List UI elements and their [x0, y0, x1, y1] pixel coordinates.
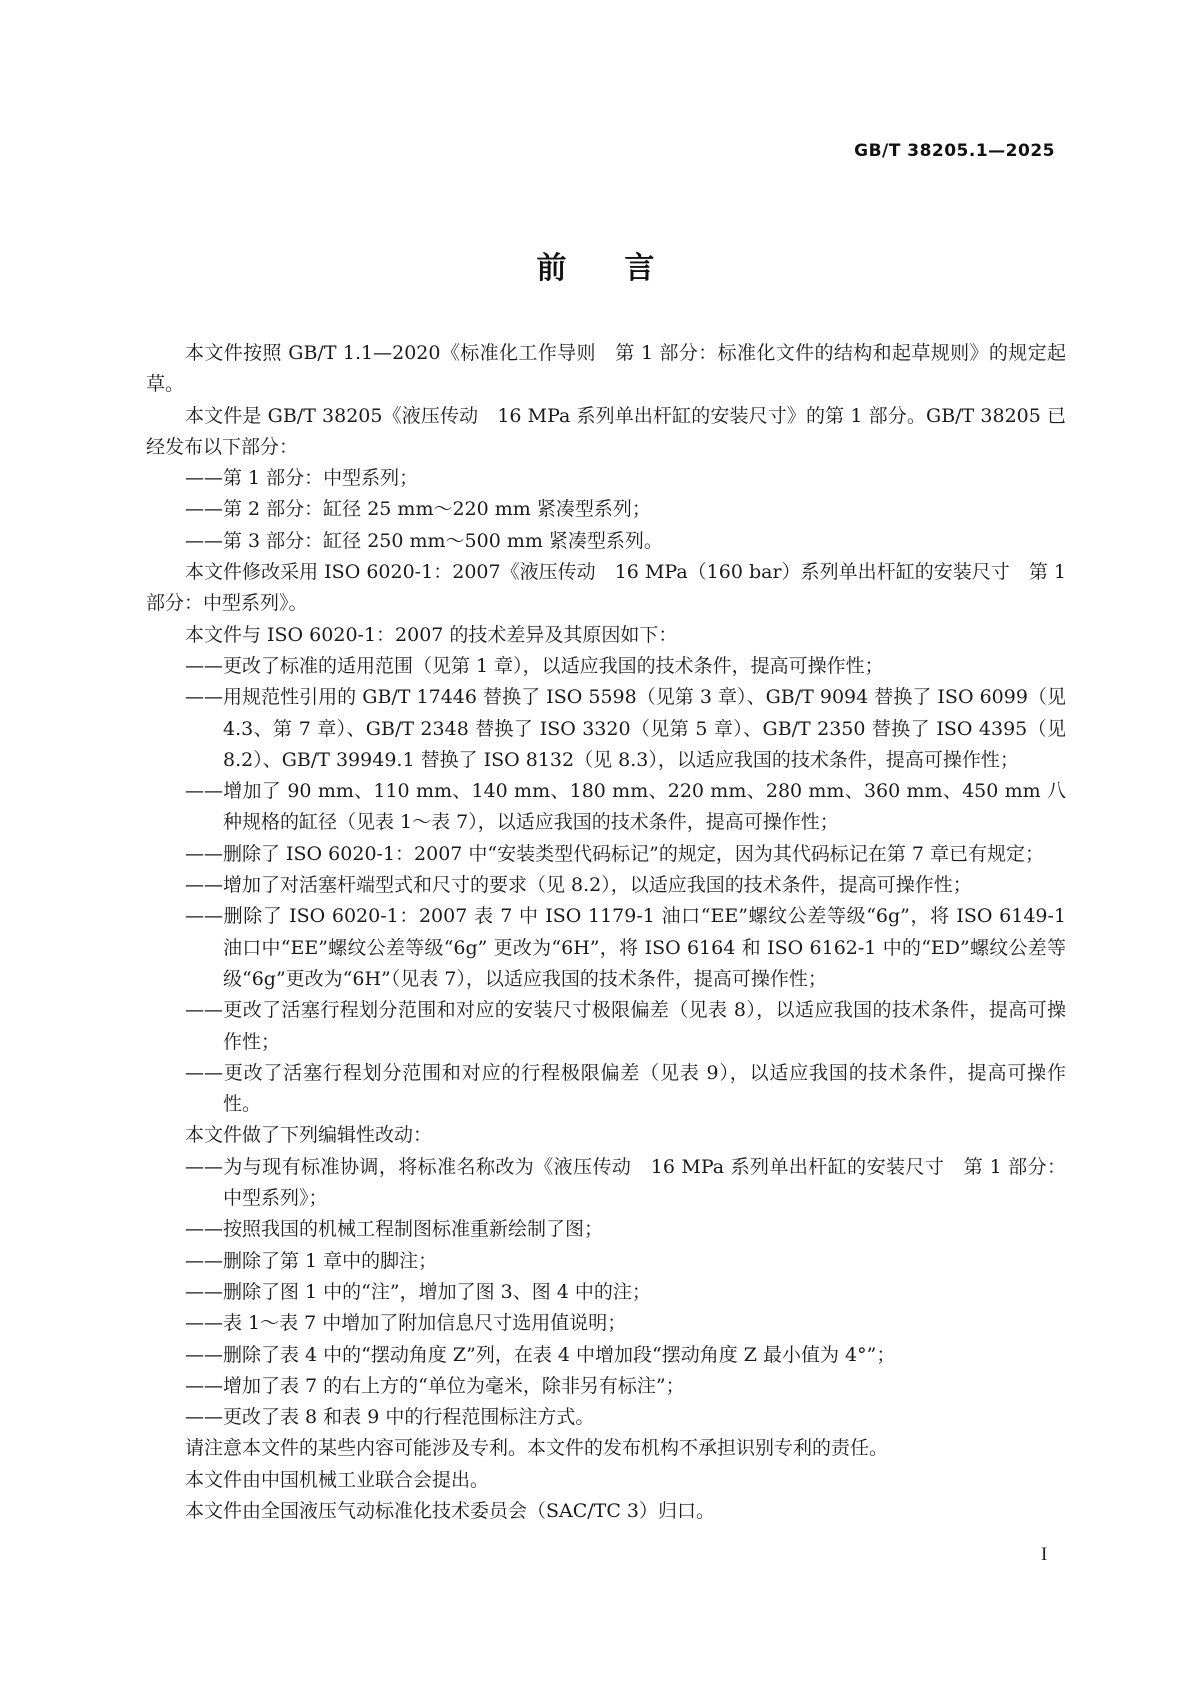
list-item-tech-diff: ——用规范性引用的 GB/T 17446 替换了 ISO 5598（见第 3 章）、GB/T 9094 替换了 ISO 6099（见 4.3、第 7 章）、GB/T 2348 替换了 ISO 3320（见第 5 章）、GB/T 2350 替换了 ISO 4395（见8.2）、GB/T 39949.1 替换了 ISO 8132（见 8.3），以适应我国的技术条件，提高可操作性； — [185, 686, 1066, 771]
paragraph-edit-changes-intro: 本文件做了下列编辑性改动： — [185, 1124, 433, 1147]
list-item-tech-diff: ——更改了标准的适用范围（见第 1 章），以适应我国的技术条件，提高可操作性； — [185, 654, 884, 677]
list-item-part: ——第 1 部分：中型系列； — [185, 467, 419, 490]
paragraph-committee: 本文件由全国液压气动标准化技术委员会（SAC/TC 3）归口。 — [185, 1499, 716, 1522]
list-item-tech-diff: ——更改了活塞行程划分范围和对应的行程极限偏差（见表 9），以适应我国的技术条件，提高可操作性。 — [185, 1061, 1066, 1116]
list-item-part: ——第 2 部分：缸径 25 mm～220 mm 紧凑型系列； — [185, 498, 651, 521]
list-item-tech-diff: ——删除了 ISO 6020-1：2007 表 7 中 ISO 1179-1 油口“EE”螺纹公差等级“6g”，将 ISO 6149-1 油口中“EE”螺纹公差等级“6g” 更改为“6H”，将 ISO 6164 和 ISO 6162-1 中的“ED”螺纹公差等级“6g”更改为“6H”（见表 7），以适应我国的技术条件，提高可操作性； — [185, 905, 1066, 990]
list-item-tech-diff: ——删除了 ISO 6020-1：2007 中“安装类型代码标记”的规定，因为其代码标记在第 7 章已有规定； — [185, 842, 1045, 865]
paragraph-proposer: 本文件由中国机械工业联合会提出。 — [185, 1468, 490, 1491]
list-item-edit-change: ——删除了表 4 中的“摆动角度 Z”列，在表 4 中增加段“摆动角度 Z 最小值为 4°”； — [185, 1343, 896, 1366]
paragraph-drafting-rules: 本文件按照 GB/T 1.1—2020《标准化工作导则 第 1 部分：标准化文件的结构和起草规则》的规定起草。 — [146, 342, 1066, 396]
list-item-tech-diff: ——增加了 90 mm、110 mm、140 mm、180 mm、220 mm、280 mm、360 mm、450 mm 八种规格的缸径（见表 1～表 7），以适应我国的技术条件，提高可操作性； — [185, 780, 1066, 834]
list-item-edit-change: ——更改了表 8 和表 9 中的行程范围标注方式。 — [185, 1406, 595, 1429]
list-item-tech-diff: ——增加了对活塞杆端型式和尺寸的要求（见 8.2），以适应我国的技术条件，提高可操作性； — [185, 874, 972, 897]
list-item-edit-change: ——增加了表 7 的右上方的“单位为毫米，除非另有标注”； — [185, 1374, 685, 1397]
list-item-part: ——第 3 部分：缸径 250 mm～500 mm 紧凑型系列。 — [185, 529, 663, 552]
list-item-tech-diff: ——更改了活塞行程划分范围和对应的安装尺寸极限偏差（见表 8），以适应我国的技术条件，提高可操作性； — [185, 999, 1066, 1053]
paragraph-patent-notice: 请注意本文件的某些内容可能涉及专利。本文件的发布机构不承担识别专利的责任。 — [185, 1437, 889, 1460]
paragraph-tech-diffs-intro: 本文件与 ISO 6020-1：2007 的技术差异及其原因如下： — [185, 623, 678, 646]
paragraph-series-parts: 本文件是 GB/T 38205《液压传动 16 MPa 系列单出杆缸的安装尺寸》的第 1 部分。GB/T 38205 已经发布以下部分： — [146, 404, 1066, 458]
page-title: 前言 — [536, 251, 713, 286]
paragraph-adoption: 本文件修改采用 ISO 6020-1：2007《液压传动 16 MPa（160 bar）系列单出杆缸的安装尺寸 第 1 部分：中型系列》。 — [146, 561, 1066, 615]
standard-code: GB/T 38205.1—2025 — [854, 141, 1055, 161]
list-item-edit-change: ——表 1～表 7 中增加了附加信息尺寸选用值说明； — [185, 1312, 627, 1335]
page-number: I — [1041, 1544, 1048, 1565]
list-item-edit-change: ——删除了第 1 章中的脚注； — [185, 1249, 438, 1272]
list-item-edit-change: ——删除了图 1 中的“注”，增加了图 3、图 4 中的注； — [185, 1280, 651, 1303]
list-item-edit-change: ——按照我国的机械工程制图标准重新绘制了图； — [185, 1218, 604, 1241]
foreword-body — [146, 338, 1066, 1527]
list-item-edit-change: ——为与现有标准协调，将标准名称改为《液压传动 16 MPa 系列单出杆缸的安装尺寸 第 1 部分：中型系列》； — [185, 1155, 1066, 1210]
